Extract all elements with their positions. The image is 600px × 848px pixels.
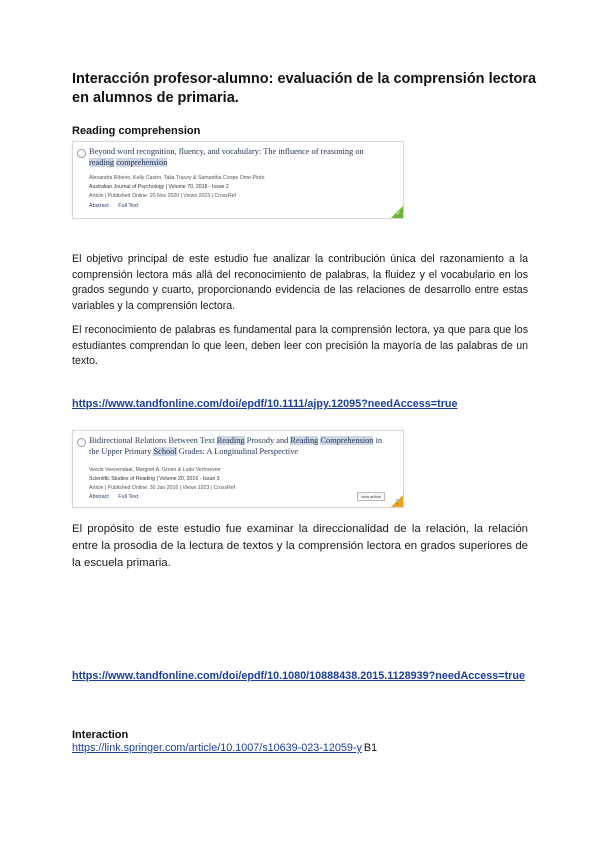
paragraph-word-recognition: El reconocimiento de palabras es fundamental para la comprensión lectora, ya que para que los estudiantes comprendan lo que leen, deben leer con precisión la mayoría de las palabras de un texto. [72, 324, 528, 368]
full-text-link[interactable]: Full Text [118, 203, 139, 209]
view-article-button[interactable]: view article [357, 492, 385, 501]
section-heading-reading-comprehension: Reading comprehension [72, 125, 201, 137]
section-heading-interaction: Interaction [72, 729, 129, 741]
link-tandfonline-reading[interactable]: https://www.tandfonline.com/doi/epdf/10.1080/10888438.2015.1128939?needAccess=true [72, 670, 525, 682]
result-journal[interactable]: Scientific Studies of Reading | Volume 20, 2016 - Issue 3 [89, 476, 220, 482]
result-title[interactable]: Bidirectional Relations Between Text Reading Prosody and Reading Comprehension in the Upper Primary School Grades: A Longitudinal Perspective [89, 436, 383, 456]
lock-icon: 🔒 [393, 500, 401, 506]
result-actions [89, 203, 146, 209]
checkmark-icon: ✓ [395, 211, 401, 217]
springer-link-line [72, 741, 532, 756]
result-journal[interactable]: Australian Journal of Psychology | Volume 70, 2018 - Issue 2 [89, 184, 229, 190]
result-authors: Alexandra Ribeiro, Kelly Castro, Talia Tracey & Samantha Coope Ome-Pinto [89, 175, 265, 181]
document-title: Interacción profesor-alumno: evaluación de la comprensión lectora en alumnos de primaria. [72, 71, 537, 106]
link-springer[interactable]: https://link.springer.com/article/10.1007/s10639-023-12059-y [72, 742, 362, 754]
search-result-card-1[interactable] [72, 141, 404, 219]
result-published: Article | Published Online: 20 Nov 2020 | Views 2023 | CrossRef [89, 193, 236, 199]
result-title[interactable]: Beyond word recognition, fluency, and vocabulary: The influence of reasoning on reading comprehension [89, 147, 364, 167]
abstract-link[interactable]: Abstract [89, 203, 109, 209]
search-result-card-2[interactable] [72, 430, 404, 508]
result-authors: Veerle Veenendaal, Margriet A. Groen & Ludo Verhoeven [89, 467, 221, 473]
abstract-link[interactable]: Abstract [89, 494, 109, 500]
select-checkbox[interactable] [77, 438, 86, 447]
result-published: Article | Published Online: 30 Jan 2016 | Views 1923 | CrossRef [89, 485, 236, 491]
result-actions [89, 494, 146, 500]
full-text-link[interactable]: Full Text [118, 494, 139, 500]
paragraph-purpose: El propósito de este estudio fue examinar la direccionalidad de la relación, la relación entre la prosodia de la lectura de textos y la comprensión lectora en grados superiores de la escuela primaria. [72, 523, 528, 569]
link-suffix: B1 [363, 742, 378, 754]
paragraph-objective: El objetivo principal de este estudio fue analizar la contribución única del razonamiento a la comprensión lectora más allá del reconocimiento de palabras, la fluidez y el vocabulario en los grados segundo y cuarto, proporcionando evidencia de las relaciones de desarrollo entre estas variables y la comprensión lectora. [72, 253, 528, 312]
select-checkbox[interactable] [77, 149, 86, 158]
link-tandfonline-ajpy[interactable]: https://www.tandfonline.com/doi/epdf/10.1111/ajpy.12095?needAccess=true [72, 398, 458, 410]
